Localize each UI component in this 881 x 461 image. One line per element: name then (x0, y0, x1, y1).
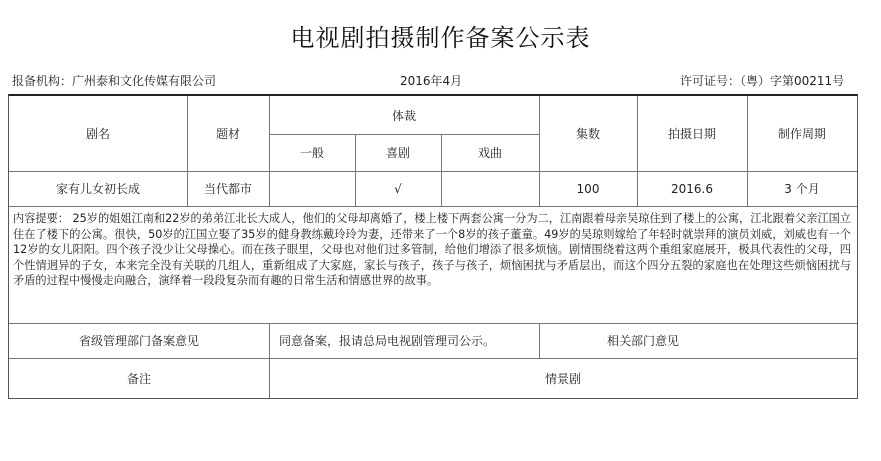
row-genre-general (269, 171, 355, 206)
header-genre: 体裁 (391, 108, 416, 123)
grid-line (9, 206, 857, 207)
header-genre-general: 一般 (299, 146, 324, 160)
header-title: 剧名 (85, 127, 110, 141)
header-theme: 题材 (215, 127, 240, 141)
remark-label: 备注 (126, 371, 151, 386)
row-cycle: 3 个月 (784, 182, 820, 196)
license-label: 许可证号： (680, 74, 741, 88)
license-value: （粤）字第00211号 (740, 74, 845, 88)
related-dept-value (747, 323, 857, 358)
filing-table (8, 94, 858, 399)
remark-value: 情景剧 (544, 371, 581, 386)
row-shoot-date: 2016.6 (671, 181, 713, 196)
report-date: 2016年4月 (400, 74, 463, 88)
row-episodes: 100 (576, 181, 600, 196)
license-number (680, 72, 844, 89)
content-summary (13, 211, 851, 289)
header-shoot-date: 拍摄日期 (667, 127, 716, 141)
row-genre-opera (441, 171, 539, 206)
org-label: 报备机构： (12, 74, 73, 88)
provincial-opinion-label: 省级管理部门备案意见 (78, 334, 199, 348)
header-cycle: 制作周期 (777, 127, 826, 141)
header-genre-opera: 戏曲 (477, 146, 502, 160)
provincial-opinion-value: 同意备案，报请总局电视剧管理司公示。 (279, 334, 496, 348)
org-value: 广州泰和文化传媒有限公司 (72, 74, 217, 88)
related-dept-label: 相关部门意见 (606, 334, 679, 348)
row-genre-comedy-check: √ (394, 181, 402, 196)
reporting-org (12, 72, 216, 89)
page-title: 电视剧拍摄制作备案公示表 (290, 24, 591, 52)
summary-text: 25岁的姐姐江南和22岁的弟弟江北长大成人，他们的父母却离婚了，楼上楼下两套公寓一分为二，江南跟着母亲吴琼住到了楼上的公寓，江北跟着父亲江国立住在了楼下的公寓。很快，50岁的江国立娶了35岁的健身教练戴玲玲为妻，还带来了一个8岁的孩子董童。49岁的吴琼则嫁给了年轻时就崇拜的演员刘威，刘威也有一个12岁的女儿阳阳。四个孩子没少让父母操心。而在孩子眼里，父母也对他们过多管制，给他们增添了很多烦恼。剧情围绕着这两个重组家庭展开，极具代表性的父母，四个性情迥异的子女，本来完全没有关联的几组人，重新组成了大家庭，家长与孩子，孩子与孩子，烦恼困扰与矛盾层出，而这个四分五裂的家庭也在处理这些烦恼困扰与矛盾的过程中慢慢走向融合，演绎着一段段复杂而有趣的日常生活和情感世界的故事。 (13, 212, 851, 287)
row-theme: 当代都市 (203, 182, 252, 196)
header-episodes: 集数 (575, 127, 600, 141)
row-title: 家有儿女初长成 (55, 182, 140, 196)
summary-label: 内容提要： (13, 212, 69, 225)
header-genre-comedy: 喜剧 (385, 146, 410, 160)
